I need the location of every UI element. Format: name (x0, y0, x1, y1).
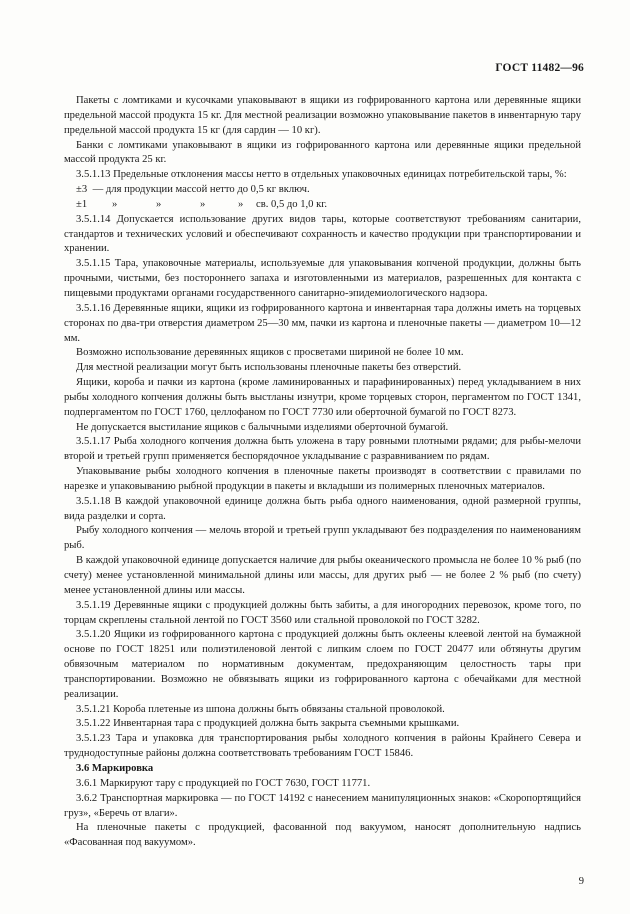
paragraph-3-6-1: 3.6.1 Маркируют тару с продукцией по ГОСТ 7630, ГОСТ 11771. (76, 777, 371, 789)
paragraph-3-5-1-20: 3.5.1.20 Ящики из гофрированного картона с продукцией должны быть оклеены клеевой лентой на бумажной основе по ГОСТ 18251 или полиэтиленовой лентой с липким слоем по ГОСТ 20477 или обтянуты другим обвязочным материалом по нормативным документам, предохраняющим целостность тары при транспортировании. Возможно не обвязывать ящики из гофрированного картона с обечайками для местной реализации. (64, 629, 581, 700)
paragraph: Не допускается выстилание ящиков с балычными изделиями оберточной бумагой. (76, 421, 449, 433)
paragraph-3-5-1-17: 3.5.1.17 Рыба холодного копчения должна быть уложена в тару ровными плотными рядами; для рыбы-мелочи второй и третьей групп применяется беспорядочное укладывание с разравниванием по рядам. (64, 436, 581, 463)
paragraph: Возможно использование деревянных ящиков с просветами шириной не более 10 мм. (76, 347, 464, 359)
tolerance-text: — для продукции массой нетто до 0,5 кг включ. (92, 184, 310, 196)
paragraph: На пленочные пакеты с продукцией, фасованной под вакуумом, наносят дополнительную надпись «Фасованная под вакуумом». (64, 822, 581, 849)
paragraph: Упаковывание рыбы холодного копчения в пленочные пакеты производят в соответствии с правилами по нарезке и упаковыванию рыбной продукции в пакеты и вкладыши из полимерных пленочных материалов. (64, 466, 581, 492)
paragraph: Банки с ломтиками упаковывают в ящики из гофрированного картона или деревянные ящики предельной массой продукта 25 кг. (64, 139, 581, 166)
paragraph-3-5-1-15: 3.5.1.15 Тара, упаковочные материалы, используемые для упаковывания копченой продукции, должны быть прочными, чистыми, без постороннего запаха и изготовленными из материалов, разрешенных для контакта с пищевыми продуктами органами государственного санитарно-эпидемиологического надзора. (64, 258, 581, 299)
tolerance-text: св. 0,5 до 1,0 кг. (256, 198, 328, 210)
paragraph-3-5-1-16: 3.5.1.16 Деревянные ящики, ящики из гофрированного картона и инвентарная тара должны иметь на торцевых сторонах по два-три отверстия диаметром 25—30 мм, пачки из картона и пленочные пакеты — диаметром 10—12 мм. (64, 302, 581, 344)
paragraph-3-5-1-23: 3.5.1.23 Тара и упаковка для транспортирования рыбы холодного копчения в районы Крайнего Севера и труднодоступные районы должна соответствовать требованиям ГОСТ 15846. (64, 733, 581, 760)
tolerance-sign: ±3 (76, 184, 88, 196)
paragraph: Для местной реализации могут быть использованы пленочные пакеты без отверстий. (76, 362, 462, 374)
tolerance-sign: ±1 (76, 198, 88, 210)
paragraph-3-5-1-22: 3.5.1.22 Инвентарная тара с продукцией должна быть закрыта съемными крышками. (76, 718, 460, 730)
page-content (64, 94, 581, 851)
tolerance-line (76, 198, 581, 213)
ditto-mark: » (112, 198, 118, 210)
paragraph: Рыбу холодного копчения — мелочь второй и третьей групп укладывают без подразделения по наименованиям рыб. (64, 525, 581, 552)
section-heading: 3.6 Маркировка (76, 762, 154, 774)
paragraph-3-5-1-19: 3.5.1.19 Деревянные ящики с продукцией должны быть забиты, а для иногородних перевозок, кроме того, по торцам скреплены стальной лентой по ГОСТ 3560 или стальной проволокой по ГОСТ 3282. (64, 599, 581, 626)
ditto-mark: » (200, 198, 206, 210)
paragraph-3-5-1-18: 3.5.1.18 В каждой упаковочной единице должна быть рыба одного наименования, одной размерной группы, вида разделки и сорта. (64, 495, 581, 522)
page-number: 9 (578, 876, 584, 887)
paragraph-3-5-1-13: 3.5.1.13 Предельные отклонения массы нетто в отдельных упаковочных единицах потребительской тары, %: (76, 169, 567, 181)
paragraph: Ящики, короба и пачки из картона (кроме ламинированных и парафинированных) перед укладыванием в них рыбы холодного копчения должны быть выстланы изнутри, кроме торцевых сторон, пергаментом по ГОСТ 1341, подпергаментом по ГОСТ 1760, целлофаном по ГОСТ 7730 или оберточной бумагой по ГОСТ 8273. (64, 377, 581, 418)
paragraph: Пакеты с ломтиками и кусочками упаковывают в ящики из гофрированного картона или деревянные ящики предельной массой продукта 15 кг. Для местной реализации возможно упаковывание пакетов в инвентарную тару предельной массой продукта 15 кг (для сардин — 10 кг). (64, 95, 581, 136)
ditto-mark: » (156, 198, 162, 210)
paragraph-3-5-1-14: 3.5.1.14 Допускается использование других видов тары, которые соответствуют требованиям санитарии, стандартов и технических условий и обеспечивают сохранность и качество продукции при транспортировании и хранении. (64, 213, 581, 255)
tolerance-line (76, 183, 581, 198)
paragraph-3-6-2: 3.6.2 Транспортная маркировка — по ГОСТ 14192 с нанесением манипуляционных знаков: «Скоропортящийся груз», «Беречь от влаги». (64, 792, 581, 819)
paragraph-3-5-1-21: 3.5.1.21 Короба плетеные из шпона должны быть обвязаны стальной проволокой. (76, 703, 445, 715)
paragraph: В каждой упаковочной единице допускается наличие для рыбы океанического промысла не более 10 % рыб (по счету) менее установленной минимальной длины или массы, для других рыб — не более 2 % рыб (по счету) менее установленной длины или массы. (64, 555, 581, 596)
ditto-mark: » (238, 198, 244, 210)
document-code: ГОСТ 11482—96 (495, 62, 584, 74)
